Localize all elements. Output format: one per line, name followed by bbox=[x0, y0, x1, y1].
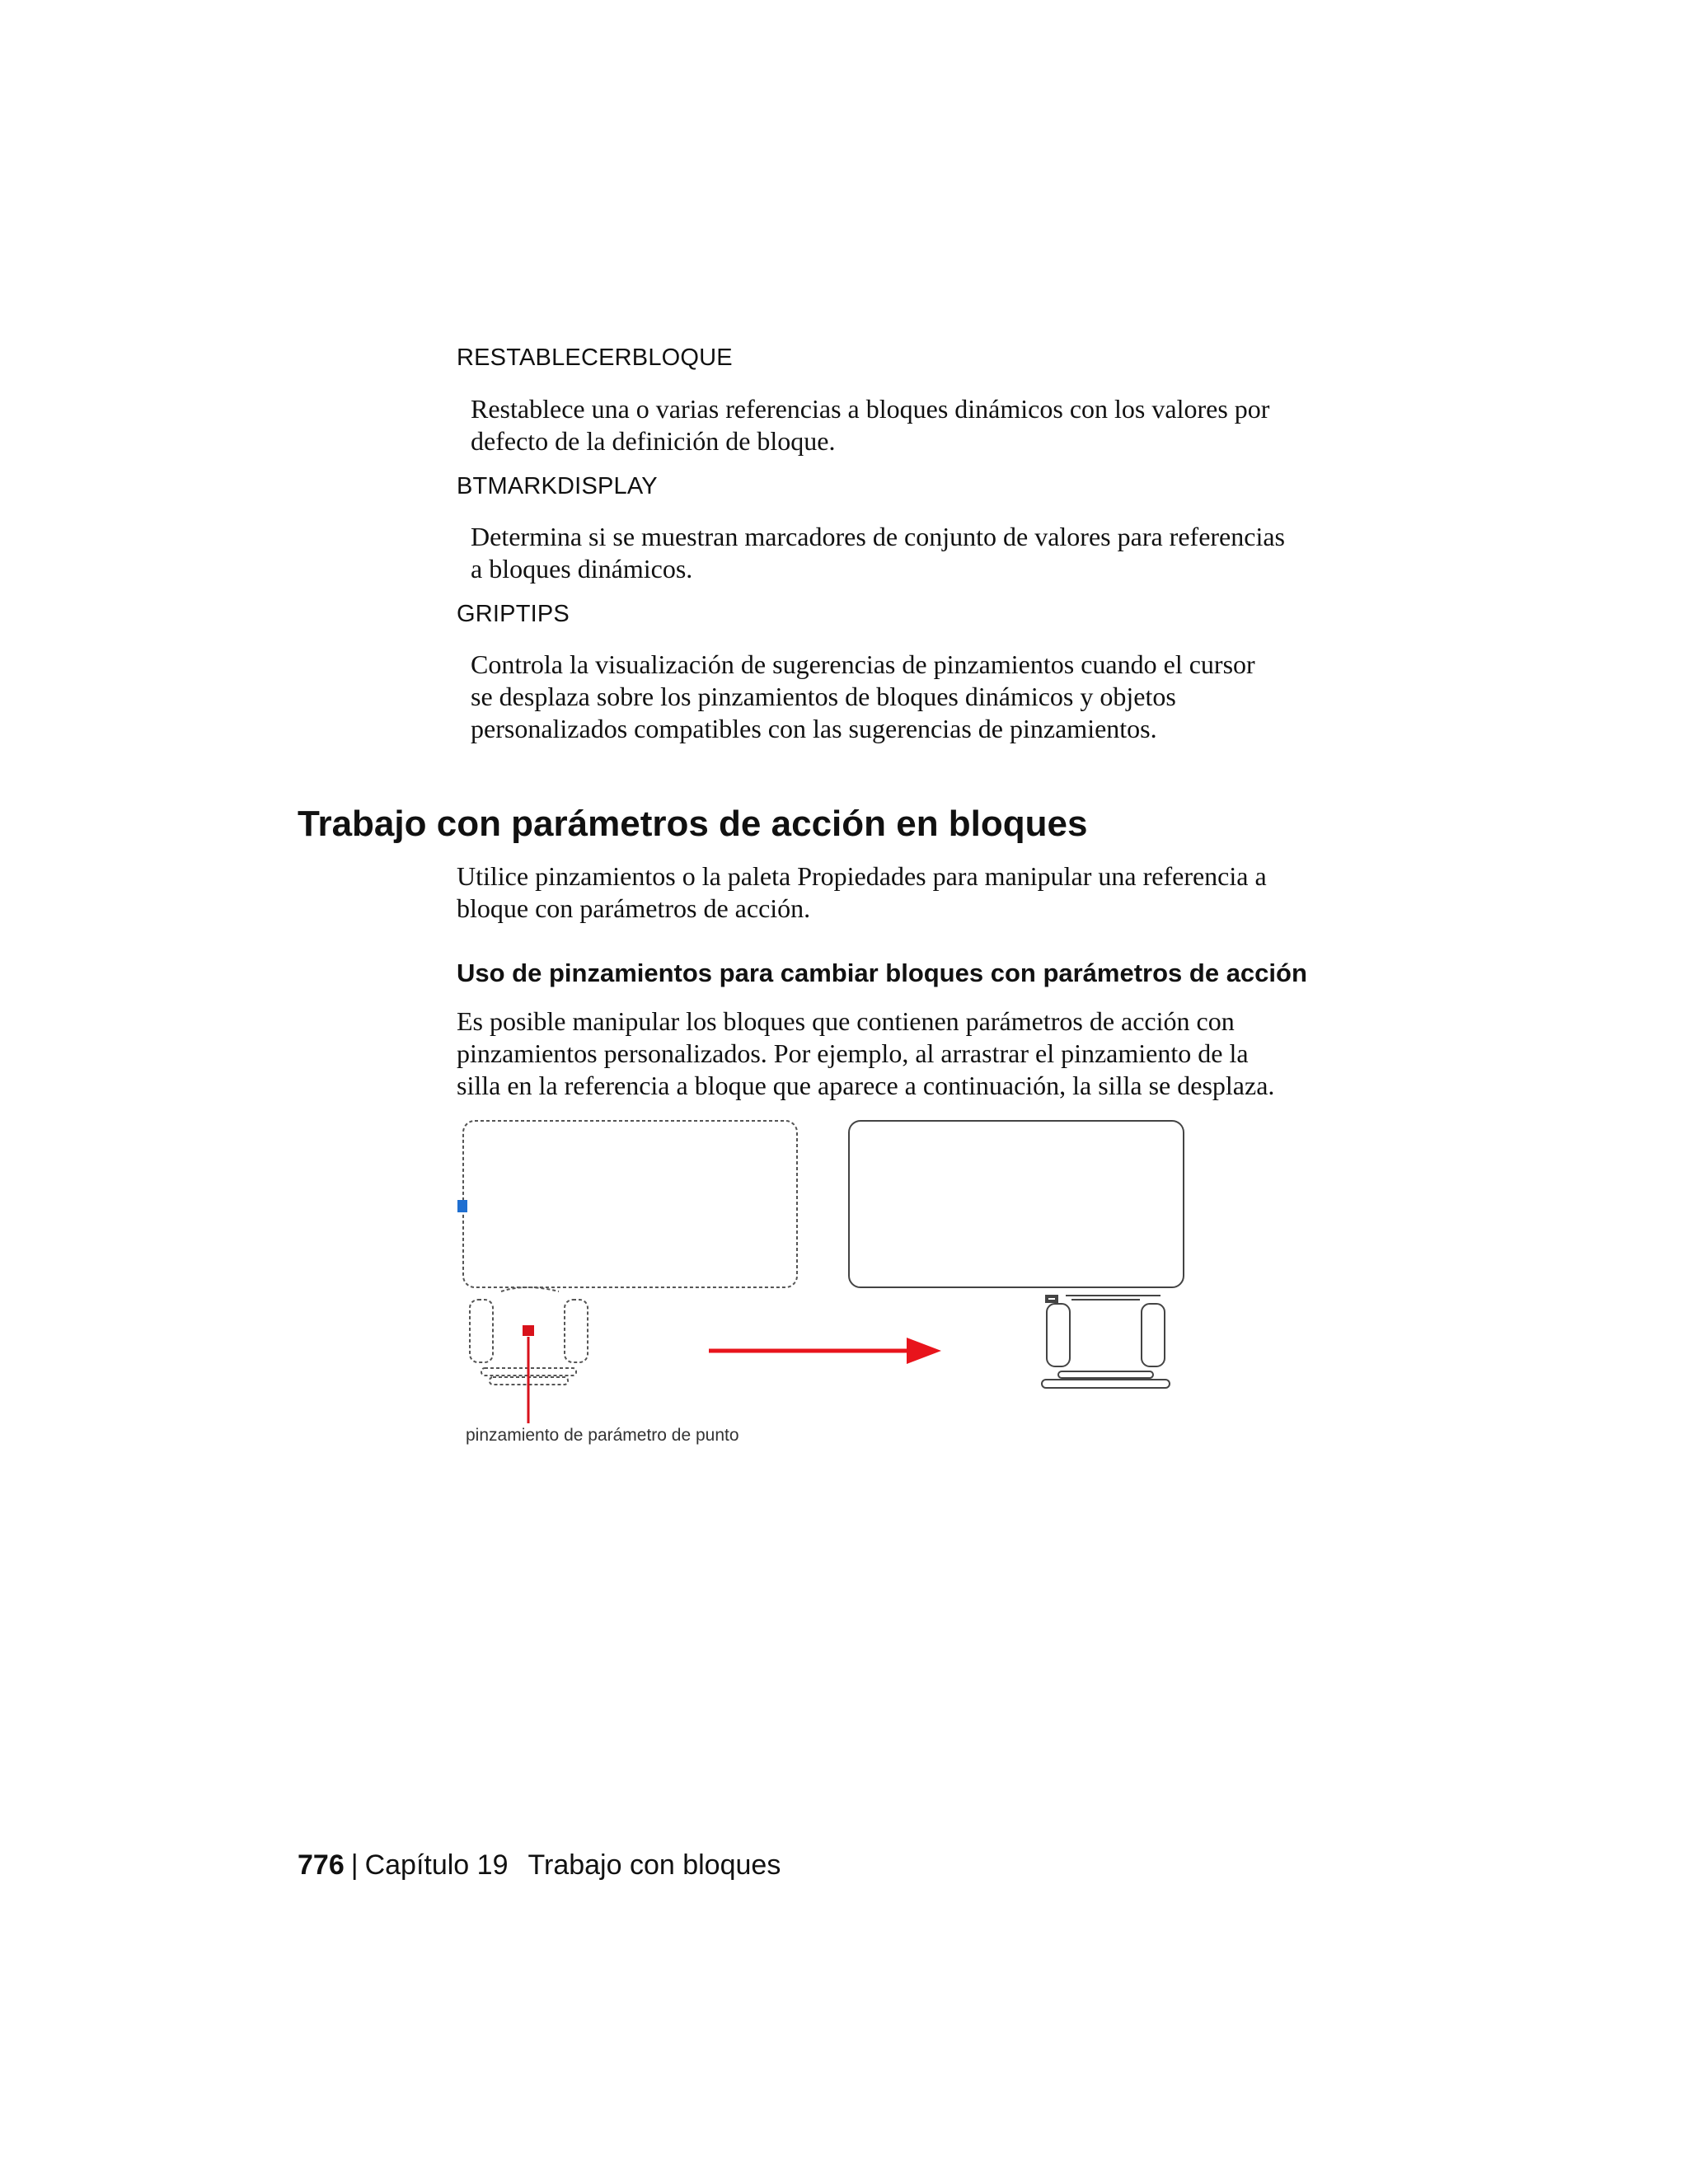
term-btmarkdisplay: BTMARKDISPLAY bbox=[457, 473, 658, 499]
section-title: Trabajo con parámetros de acción en bloques bbox=[298, 804, 1088, 844]
page-number: 776 bbox=[298, 1849, 345, 1881]
text-line: bloque con parámetros de acción. bbox=[457, 893, 811, 923]
definition-griptips bbox=[471, 649, 1369, 745]
chair-arm-right bbox=[1142, 1304, 1165, 1366]
chair-back-dashed bbox=[501, 1287, 559, 1291]
chair-arm-right-dashed bbox=[565, 1300, 588, 1362]
footer-chapter: Capítulo 19 bbox=[364, 1849, 509, 1881]
arrow-head bbox=[907, 1338, 941, 1364]
text-line: Determina si se muestran marcadores de conjunto de valores para referencias bbox=[471, 522, 1285, 551]
chair-base-2 bbox=[1042, 1380, 1170, 1388]
chair-arm-left bbox=[1047, 1304, 1070, 1366]
text-line: Es posible manipular los bloques que contienen parámetros de acción con bbox=[457, 1006, 1235, 1036]
text-line: Controla la visualización de sugerencias de pinzamientos cuando el cursor bbox=[471, 649, 1255, 679]
definition-btmarkdisplay bbox=[471, 521, 1369, 585]
grip-red[interactable] bbox=[523, 1325, 534, 1336]
text-line: Utilice pinzamientos o la paleta Propiedades para manipular una referencia a bbox=[457, 861, 1267, 891]
text-line: a bloques dinámicos. bbox=[471, 554, 693, 583]
chair-arm-left-dashed bbox=[470, 1300, 493, 1362]
page-footer bbox=[298, 1849, 781, 1882]
text-line: personalizados compatibles con las sugerencias de pinzamientos. bbox=[471, 714, 1157, 743]
term-restablecerbloque: RESTABLECERBLOQUE bbox=[457, 344, 733, 371]
subsection-body bbox=[457, 1005, 1363, 1102]
figure-caption: pinzamiento de parámetro de punto bbox=[466, 1426, 739, 1445]
text-line: Restablece una o varias referencias a bloques dinámicos con los valores por bbox=[471, 394, 1270, 424]
text-line: defecto de la definición de bloque. bbox=[471, 426, 836, 456]
chair-base bbox=[1058, 1371, 1153, 1378]
footer-separator: | bbox=[350, 1849, 359, 1881]
table-outline bbox=[849, 1121, 1184, 1287]
subsection-title: Uso de pinzamientos para cambiar bloques con parámetros de acción bbox=[457, 958, 1307, 987]
chair-after bbox=[849, 1121, 1184, 1388]
text-line: pinzamientos personalizados. Por ejemplo, al arrastrar el pinzamiento de la bbox=[457, 1038, 1249, 1068]
grip-blue[interactable] bbox=[457, 1200, 467, 1212]
text-line: se desplaza sobre los pinzamientos de bloques dinámicos y objetos bbox=[471, 682, 1176, 711]
footer-chapter-title: Trabajo con bloques bbox=[528, 1849, 781, 1881]
definition-restablecerbloque bbox=[471, 393, 1369, 457]
figure-chair-grip bbox=[452, 1114, 1193, 1465]
text-line: silla en la referencia a bloque que aparece a continuación, la silla se desplaza. bbox=[457, 1071, 1275, 1100]
section-intro bbox=[457, 860, 1363, 925]
figure-illustration bbox=[452, 1114, 1193, 1460]
term-griptips: GRIPTIPS bbox=[457, 601, 570, 627]
table-outline-dashed bbox=[463, 1121, 797, 1287]
chair-before bbox=[463, 1121, 797, 1385]
